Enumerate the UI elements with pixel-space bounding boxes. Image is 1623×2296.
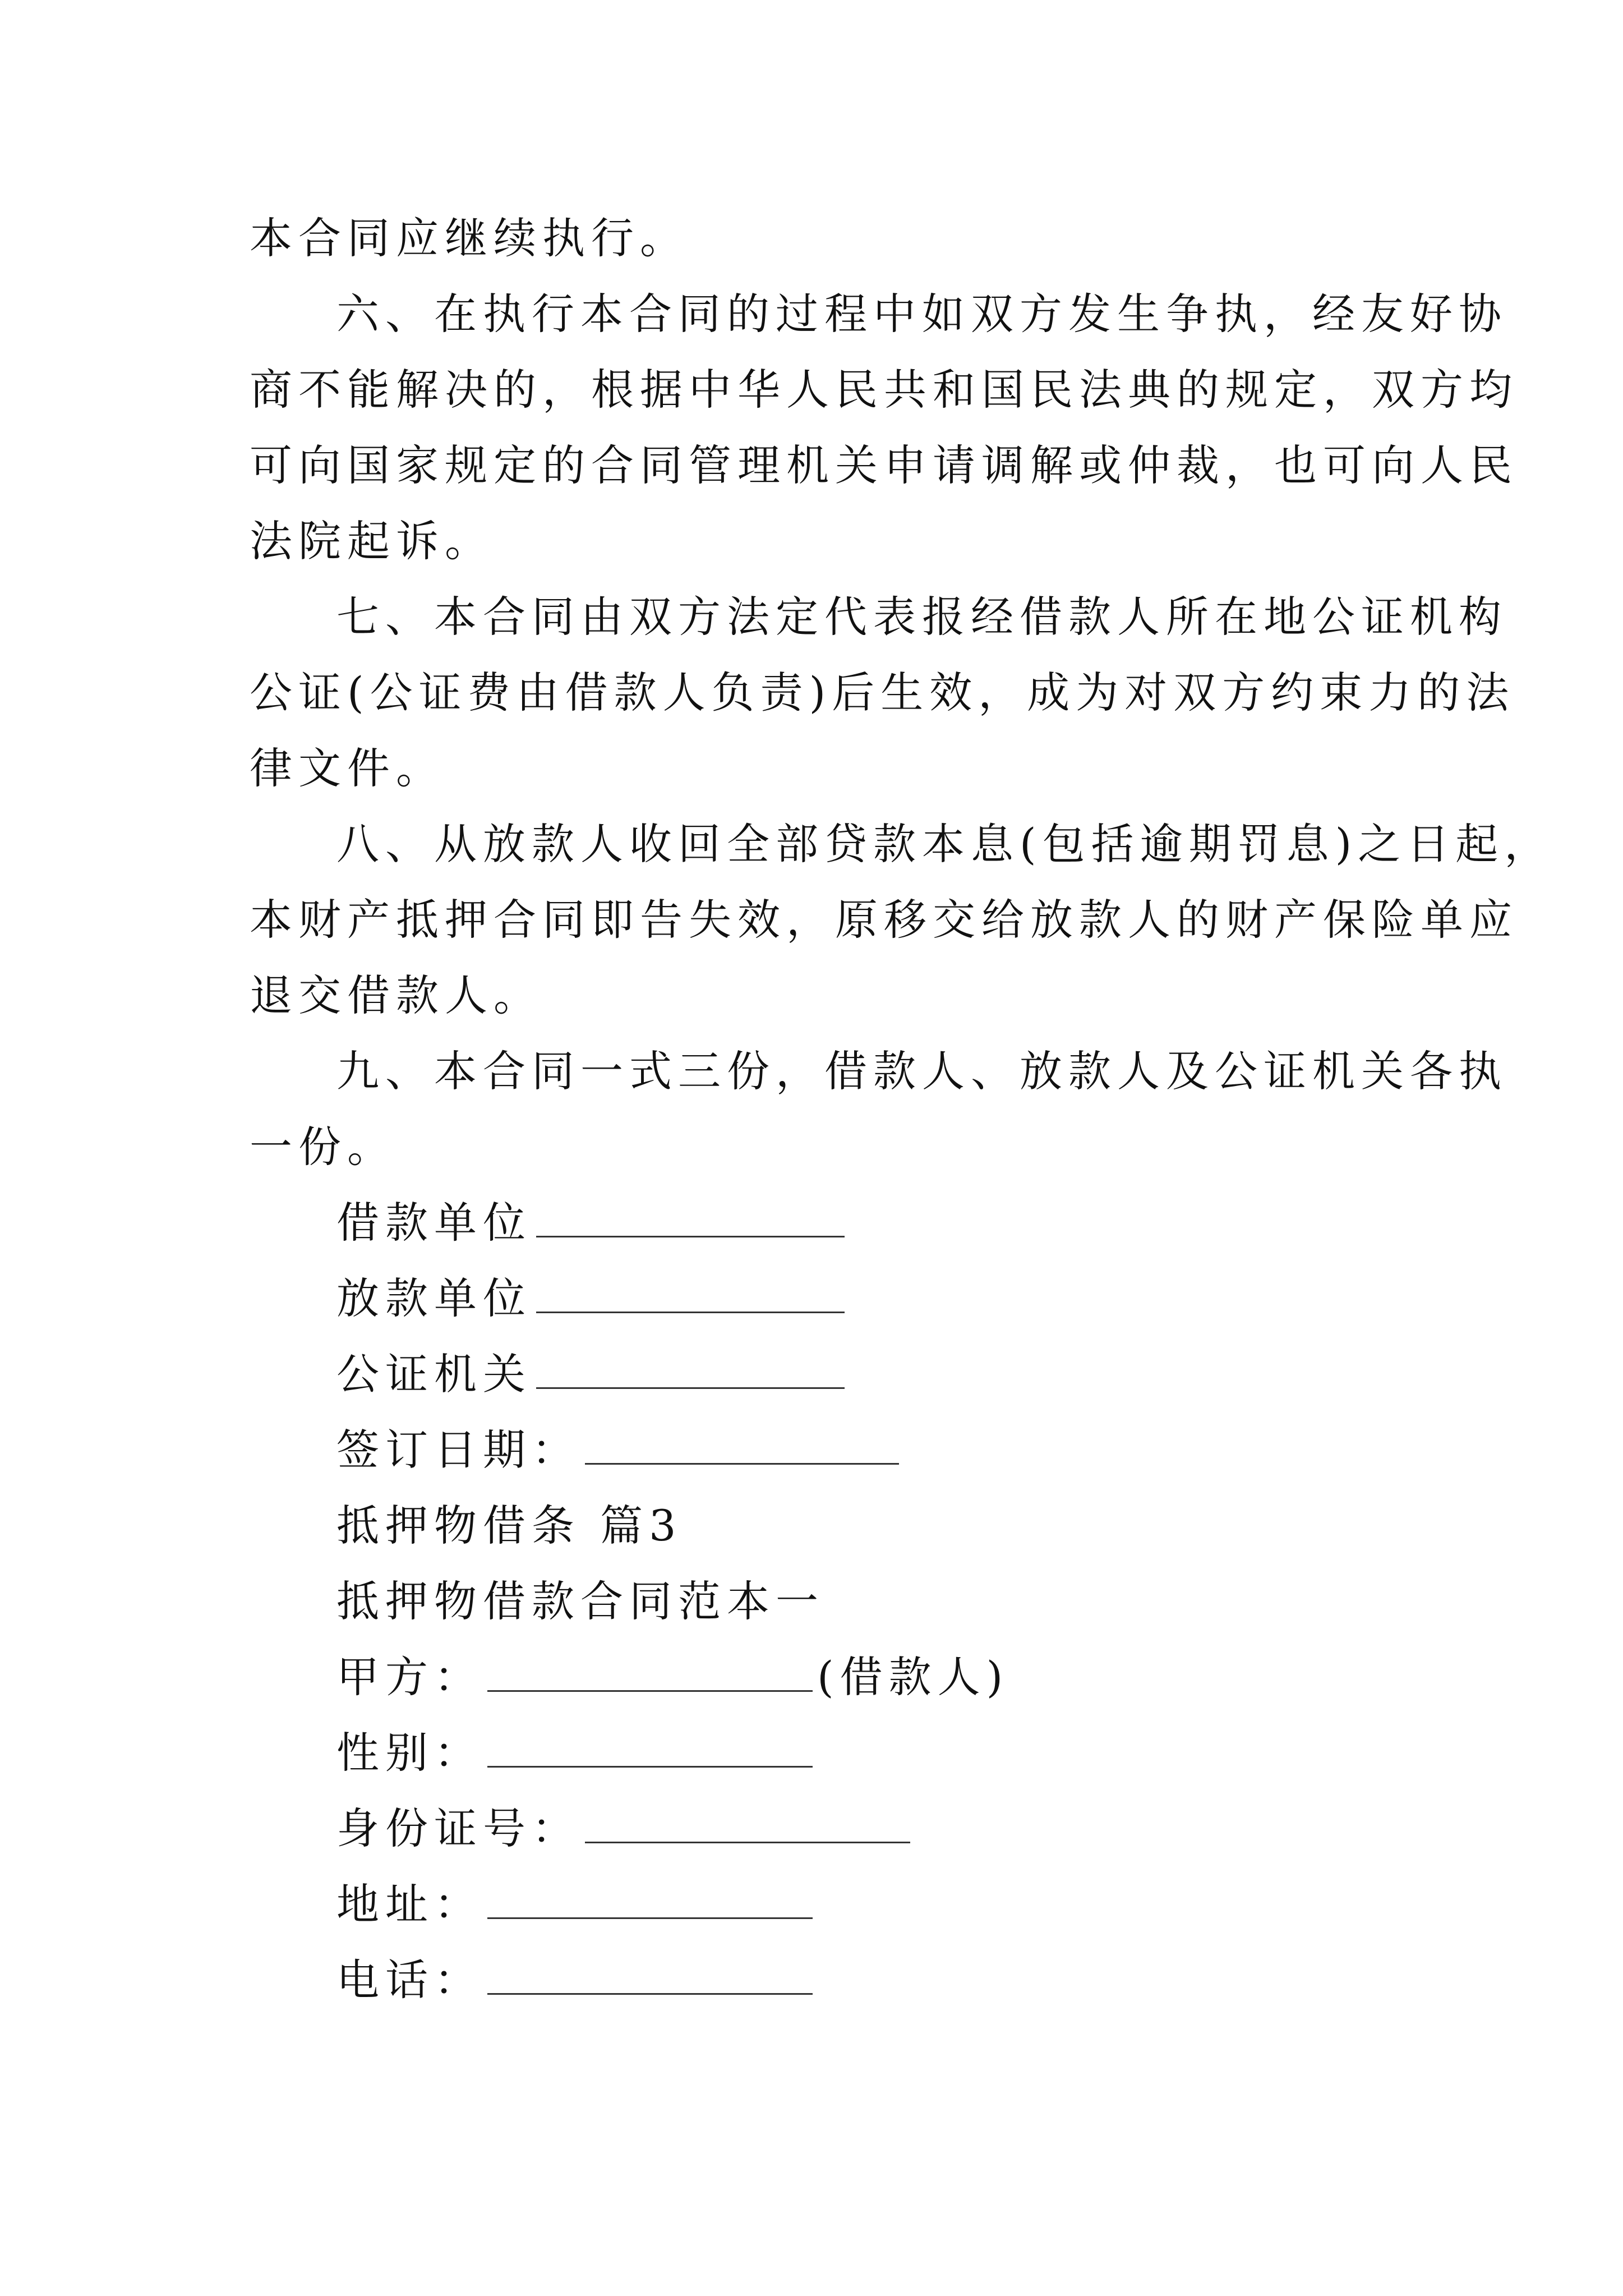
address-label: 地址： bbox=[336, 1879, 483, 1929]
signature-lender-blank[interactable] bbox=[536, 1272, 845, 1313]
paragraph-continuation: 本合同应继续执行。 bbox=[250, 213, 689, 263]
party-a-label: 甲方： bbox=[336, 1652, 483, 1702]
signature-borrower-label: 借款单位 bbox=[336, 1198, 532, 1248]
phone-blank[interactable] bbox=[487, 1954, 813, 1995]
phone-field bbox=[336, 1952, 1481, 2008]
template-title: 抵押物借款合同范本一 bbox=[336, 1576, 824, 1626]
signature-date-label: 签订日期： bbox=[336, 1425, 580, 1475]
signature-date-field bbox=[336, 1422, 1481, 1478]
clause-seven-line-2: 公证(公证费由借款人负责)后生效，成为对双方约束力的法 bbox=[250, 668, 1515, 717]
signature-notary-field bbox=[336, 1346, 1481, 1402]
signature-borrower-blank[interactable] bbox=[536, 1197, 845, 1237]
signature-notary-blank[interactable] bbox=[536, 1348, 845, 1389]
clause-seven-line-1: 七、本合同由双方法定代表报经借款人所在地公证机构 bbox=[336, 592, 1507, 642]
signature-date-blank[interactable] bbox=[585, 1424, 899, 1465]
signature-borrower-field bbox=[336, 1195, 1481, 1251]
clause-nine-line-2: 一份。 bbox=[250, 1122, 396, 1172]
gender-blank[interactable] bbox=[487, 1727, 813, 1768]
id-number-field bbox=[336, 1801, 1481, 1857]
phone-label: 电话： bbox=[336, 1955, 483, 2005]
id-number-blank[interactable] bbox=[585, 1802, 910, 1843]
address-field bbox=[336, 1876, 1481, 1932]
clause-six-line-1: 六、在执行本合同的过程中如双方发生争执，经友好协 bbox=[336, 289, 1507, 339]
signature-notary-label: 公证机关 bbox=[336, 1349, 532, 1399]
address-blank[interactable] bbox=[487, 1878, 813, 1919]
clause-nine-line-1: 九、本合同一式三份，借款人、放款人及公证机关各执 bbox=[336, 1046, 1507, 1096]
clause-six-line-3: 可向国家规定的合同管理机关申请调解或仲裁，也可向人民 bbox=[250, 440, 1518, 490]
section-heading: 抵押物借条 篇3 bbox=[336, 1501, 683, 1550]
gender-label: 性别： bbox=[336, 1728, 483, 1778]
gender-field bbox=[336, 1725, 1481, 1781]
party-a-suffix: (借款人) bbox=[817, 1652, 1009, 1702]
clause-eight-line-1: 八、从放款人收回全部贷款本息(包括逾期罚息)之日起， bbox=[336, 819, 1553, 869]
signature-lender-field bbox=[336, 1271, 1481, 1327]
party-a-field bbox=[336, 1649, 1481, 1705]
clause-six-line-4: 法院起诉。 bbox=[250, 516, 494, 566]
clause-seven-line-3: 律文件。 bbox=[250, 743, 445, 793]
party-a-blank[interactable] bbox=[487, 1651, 813, 1692]
clause-eight-line-2: 本财产抵押合同即告失效，原移交给放款人的财产保险单应 bbox=[250, 895, 1518, 945]
id-number-label: 身份证号： bbox=[336, 1803, 580, 1853]
signature-lender-label: 放款单位 bbox=[336, 1273, 532, 1323]
clause-eight-line-3: 退交借款人。 bbox=[250, 970, 542, 1020]
clause-six-line-2: 商不能解决的，根据中华人民共和国民法典的规定，双方均 bbox=[250, 365, 1518, 415]
